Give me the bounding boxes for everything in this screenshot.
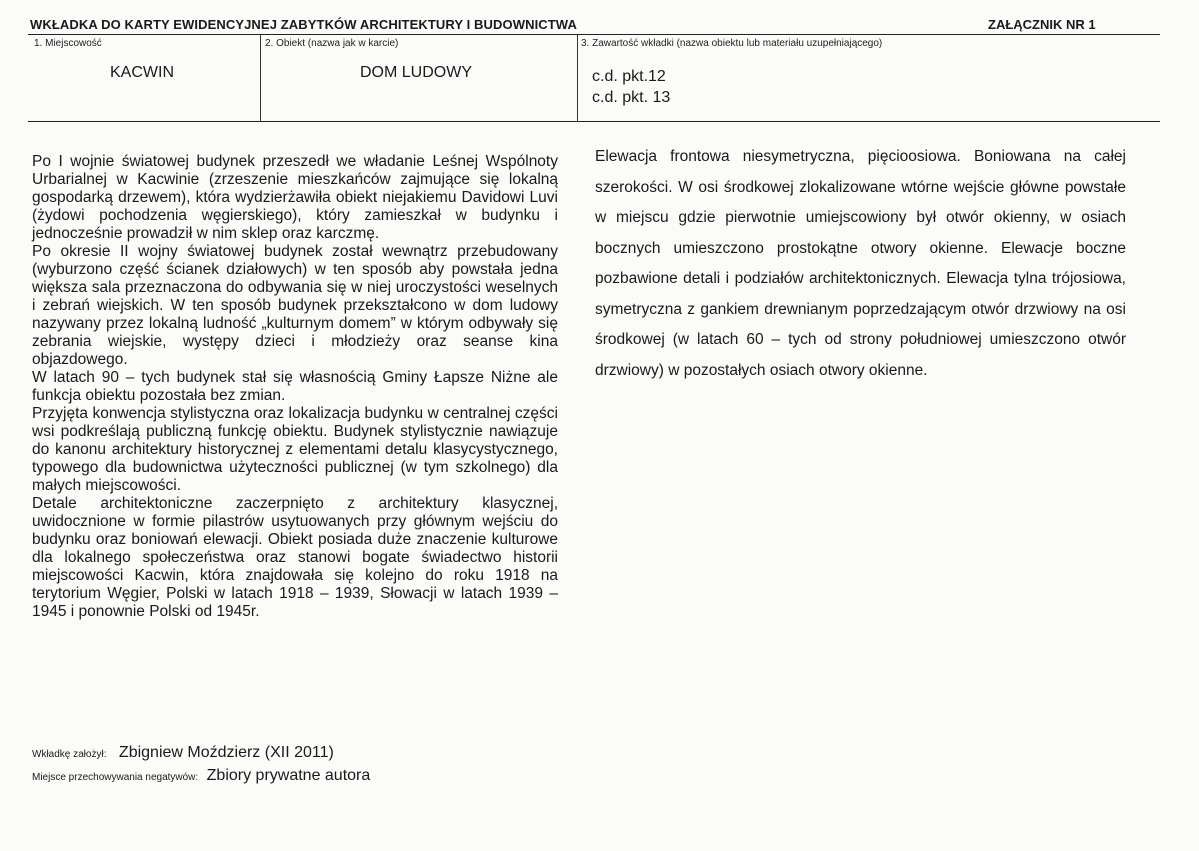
paragraph: Przyjęta konwencja stylistyczna oraz lokalizacja budynku w centralnej części wsi podkreślają publiczną funkcję obiektu. Budynek stylistycznie nawiązuje do kanonu architektury historycznej z elementami detalu klasycystycznego, typowego dla budownictwa użyteczności publicznej (w tym szkolnego) dla małych miejscowości. bbox=[32, 405, 558, 494]
left-column bbox=[32, 153, 558, 621]
fields-bottom-rule bbox=[28, 121, 1160, 122]
storage-line bbox=[32, 767, 370, 785]
locality-value: KACWIN bbox=[110, 64, 174, 81]
header-rule bbox=[28, 34, 1160, 35]
storage-label: Miejsce przechowywania negatywów: bbox=[32, 772, 199, 783]
object-label: 2. Obiekt (nazwa jak w karcie) bbox=[265, 38, 399, 49]
card-title: WKŁADKA DO KARTY EWIDENCYJNEJ ZABYTKÓW ARCHITEKTURY I BUDOWNICTWA bbox=[30, 17, 577, 32]
locality-label: 1. Miejscowość bbox=[34, 38, 102, 49]
annex-label: ZAŁĄCZNIK NR 1 bbox=[988, 17, 1096, 32]
paragraph: Detale architektoniczne zaczerpnięto z architektury klasycznej, uwidocznione w formie pilastrów usytuowanych przy głównym wejściu do budynku oraz boniowań elewacji. Obiekt posiada duże znaczenie kulturowe dla lokalnego społeczeństwa oraz stanowi bogate świadectwo historii miejscowości Kacwin, która znajdowała się kolejno do roku 1918 na terytorium Węgier, Polski w latach 1918 – 1939, Słowacji w latach 1939 – 1945 i ponownie Polski od 1945r. bbox=[32, 495, 558, 620]
author-line bbox=[32, 744, 334, 762]
storage-value: Zbiory prywatne autora bbox=[206, 767, 371, 784]
field-divider-2 bbox=[577, 35, 578, 121]
content-label: 3. Zawartość wkładki (nazwa obiektu lub materiału uzupełniającego) bbox=[581, 38, 883, 49]
object-value: DOM LUDOWY bbox=[360, 64, 472, 81]
content-line-1: c.d. pkt.12 bbox=[592, 68, 666, 85]
paragraph: W latach 90 – tych budynek stał się własnością Gminy Łapsze Niżne ale funkcja obiektu pozostała bez zmian. bbox=[32, 369, 558, 404]
content-line-2: c.d. pkt. 13 bbox=[592, 89, 671, 106]
author-label: Wkładkę założył: bbox=[32, 749, 107, 760]
author-value: Zbigniew Moździerz (XII 2011) bbox=[118, 744, 334, 761]
paragraph: Po okresie II wojny światowej budynek został wewnątrz przebudowany (wyburzono część ścianek działowych) w ten sposób aby powstała jedna większa sala przeznaczona do odbywania się w niej uroczystości weselnych i zebrań wiejskich. W ten sposób budynek przekształcono w dom ludowy nazywany przez lokalną ludność „kulturnym domem” w którym odbywały się zebrania wiejskie, występy dzieci i młodzieży oraz seanse kina objazdowego. bbox=[32, 243, 558, 368]
field-divider-1 bbox=[260, 35, 261, 121]
right-column bbox=[595, 142, 1126, 386]
paragraph: Po I wojnie światowej budynek przeszedł we władanie Leśnej Wspólnoty Urbarialnej w Kacwinie (zrzeszenie mieszkańców zajmujące się lokalną gospodarką drzewem), która wydzierżawiła obiekt niejakiemu Davidowi Luvi (żydowi pochodzenia węgierskiego), który zamieszkał w budynku i jednocześnie prowadził w nim sklep oraz karczmę. bbox=[32, 153, 558, 242]
paragraph: Elewacja frontowa niesymetryczna, pięcioosiowa. Boniowana na całej szerokości. W osi środkowej zlokalizowane wtórne wejście główne powstałe w miejscu gdzie pierwotnie umiejscowiony był otwór okienny, w osiach bocznych umieszczono prostokątne otwory okienne. Elewacje boczne pozbawione detali i podziałów architektonicznych. Elewacja tylna trójosiowa, symetryczna z gankiem drewnianym poprzedzającym otwór drzwiowy na osi środkowej (w latach 60 – tych od strony południowej umieszczono otwór drzwiowy) w pozostałych osiach otwory okienne. bbox=[595, 148, 1126, 379]
